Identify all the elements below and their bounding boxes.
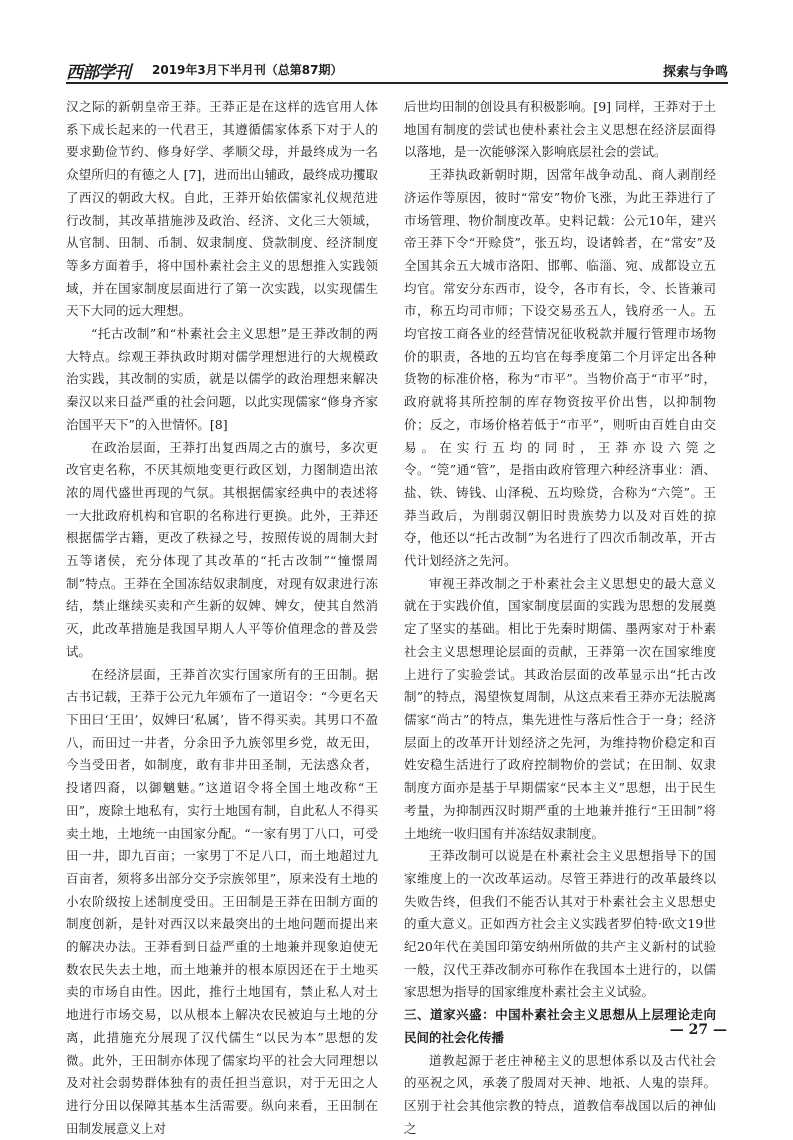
paragraph: 在经济层面，王莽首次实行国家所有的王田制。据古书记载，王莽于公元九年颁布了一道诏令：“今更名天下田曰‘王田’，奴婢曰‘私属’，皆不得买卖。其男口不盈八，而田过一井者，分余田予九族邻里乡党，故无田，今当受田者，如制度，敢有非井田圣制，无法惑众者，投诸四裔，以御魑魅。”这道诏令将全国土地改称“王田”，废除土地私有，实行土地国有制，自此私人不得买卖土地，土地统一由国家分配。“一家有男丁八口，可受田一井，即九百亩；一家男丁不足八口，而土地超过九百亩者，须将多出部分交予宗族邻里”，原来没有土地的小农阶级按上述制度受田。王田制是王莽在田制方面的制度创新，是针对西汉以来最突出的土地问题而提出来的解决办法。王莽看到日益严重的土地兼并现象迫使无数农民失去土地，而土地兼并的根本原因还在于土地买卖的市场自由性。因此，推行土地国有，禁止私人对土地进行市场交易，以从根本上解决农民被迫与土地的分离，此措施充分展现了汉代儒生“以民为本”思想的发微。此外，王田制亦体现了儒家均平的社会大同理想以及对社会弱势群体独有的责任担当意识，对于无田之人进行分田以保障其基本生活需要。纵向来看，王田制在田制发展意义上对 [66,666,378,1136]
paragraph: 汉之际的新朝皇帝王莽。王莽正是在这样的选官用人体系下成长起来的一代君王，其遵循儒家体系下对于人的要求勤俭节约、修身好学、孝顺父母，并最终成为一名众望所归的有德之人 [7]，进而出山辅政，最终成功攫取了西汉的朝政大权。自此，王莽开始依儒家礼仪规范进行改制，其改革措施涉及政治、经济、文化三大领域，从官制、田制、币制、奴隶制度、贷款制度、经济制度等多方面着手，将中国朴素社会主义的思想推入实践领域，并在国家制度层面进行了第一次实践，以实现儒生天下大同的远大理想。 [66,99,378,319]
right-column [404,96,716,1140]
left-column [66,96,378,1140]
paragraph: 后世均田制的创设具有积极影响。[9] 同样，王莽对于土地国有制度的尝试也使朴素社会主义思想在经济层面得以落地，是一次能够深入影响底层社会的尝试。 [404,99,716,160]
issue-info: 2019年3月下半月刊（总第87期） [152,63,343,77]
journal-logo: 西部学刊 [66,63,130,83]
paragraph: 审视王莽改制之于朴素社会主义思想史的最大意义就在于实践价值，国家制度层面的实践为思想的发展奠定了坚实的基础。相比于先秦时期儒、墨两家对于朴素社会主义思想理论层面的贡献，王莽第一次在国家维度上进行了实验尝试。其政治层面的改革显示出“托古改制”的特点，渴望恢复周制，从这点来看王莽亦无法脱离儒家“尚古”的特点，集先进性与落后性合于一身；经济层面上的改革开计划经济之先河，为维持物价稳定和百姓安稳生活进行了政府控制物价的尝试；在田制、奴隶制度方面亦是基于早期儒家“民本主义”思想，出于民生考量，为抑制西汉时期严重的土地兼并推行“王田制”将土地统一收归国有并冻结奴隶制度。 [404,575,716,841]
page-number: — 27 — [669,1022,727,1038]
paragraph: 道教起源于老庄神秘主义的思想体系以及古代社会的巫祝之风，承袭了殷周对天神、地祇、人鬼的崇拜。区别于社会其他宗教的特点，道教信奉战国以后的神仙之 [404,1052,716,1136]
section-title: 探索与争鸣 [662,65,728,80]
paragraph: 在政治层面，王莽打出复西周之古的旗号，多次更改官吏名称，不厌其烦地变更行政区划，力图制造出浓浓的周代盛世再现的气氛。其根据儒家经典中的表述将一大批政府机构和官职的名称进行更换。此外，王莽还根据儒学古籍，更改了秩禄之号，按照传说的周制大封五等诸侯，充分体现了其改革的“托古改制”“憧憬周制”特点。王莽在全国冻结奴隶制度，对现有奴隶进行冻结，禁止继续买卖和产生新的奴婢、婢女，使其自然消灭，此改革措施是我国早期人人平等价值理念的普及尝试。 [66,439,378,659]
paragraph: 王莽执政新朝时期，因常年战争动乱、商人剥削经济运作等原因，彼时“常安”物价飞涨，为此王莽进行了市场管理、物价制度改革。史料记载：公元10年，建兴帝王莽下令“开赊贷”，张五均，设诸斡者，在“常安”及全国其余五大城市洛阳、邯郸、临淄、宛、成都设立五均官。常安分东西市，设令，各市有长，令、长皆兼司市，称五均司市师；下设交易丞五人，钱府丞一人。五均官按工商各业的经营情况征收税款并履行管理市场物价的职责，各地的五均官在每季度第二个月评定出各种货物的标准价格，称为“市平”。当物价高于“市平”时，政府就将其所控制的库存物资按平价出售，以抑制物价；反之，市场价格若低于“市平”，则听由百姓自由交易。在实行五均的同时，王莽亦设六筦之令。“筦”通“管”，是指由政府管理六种经济事业：酒、盐、铁、铸钱、山泽税、五均赊贷，合称为“六筦”。王莽当政后，为削弱汉朝旧时贵族势力以及对百姓的掠夺，他还以“托古改制”为名进行了四次币制改革，开古代计划经济之先河。 [404,167,717,569]
page-header [66,56,728,84]
section-heading: 三、道家兴盛：中国朴素社会主义思想从上层理论走向民间的社会化传播 [404,1007,716,1045]
paragraph: 王莽改制可以说是在朴素社会主义思想指导下的国家维度上的一次改革运动。尽管王莽进行的改革最终以失败告终，但我们不能否认其对于朴素社会主义思想史的重大意义。正如西方社会主义实践者罗伯特·欧文19世纪20年代在美国印第安纳州所做的共产主义新村的试验一般，汉代王莽改制亦可称作在我国本土进行的，以儒家思想为指导的国家维度朴素社会主义试验。 [404,848,716,1000]
paragraph: “托古改制”和“朴素社会主义思想”是王莽改制的两大特点。综观王莽执政时期对儒学理想进行的大规模政治实践，其改制的实质，就是以儒学的政治理想来解决秦汉以来日益严重的社会问题，以此实现儒家“修身齐家治国平天下”的入世情怀。[8] [66,326,378,432]
